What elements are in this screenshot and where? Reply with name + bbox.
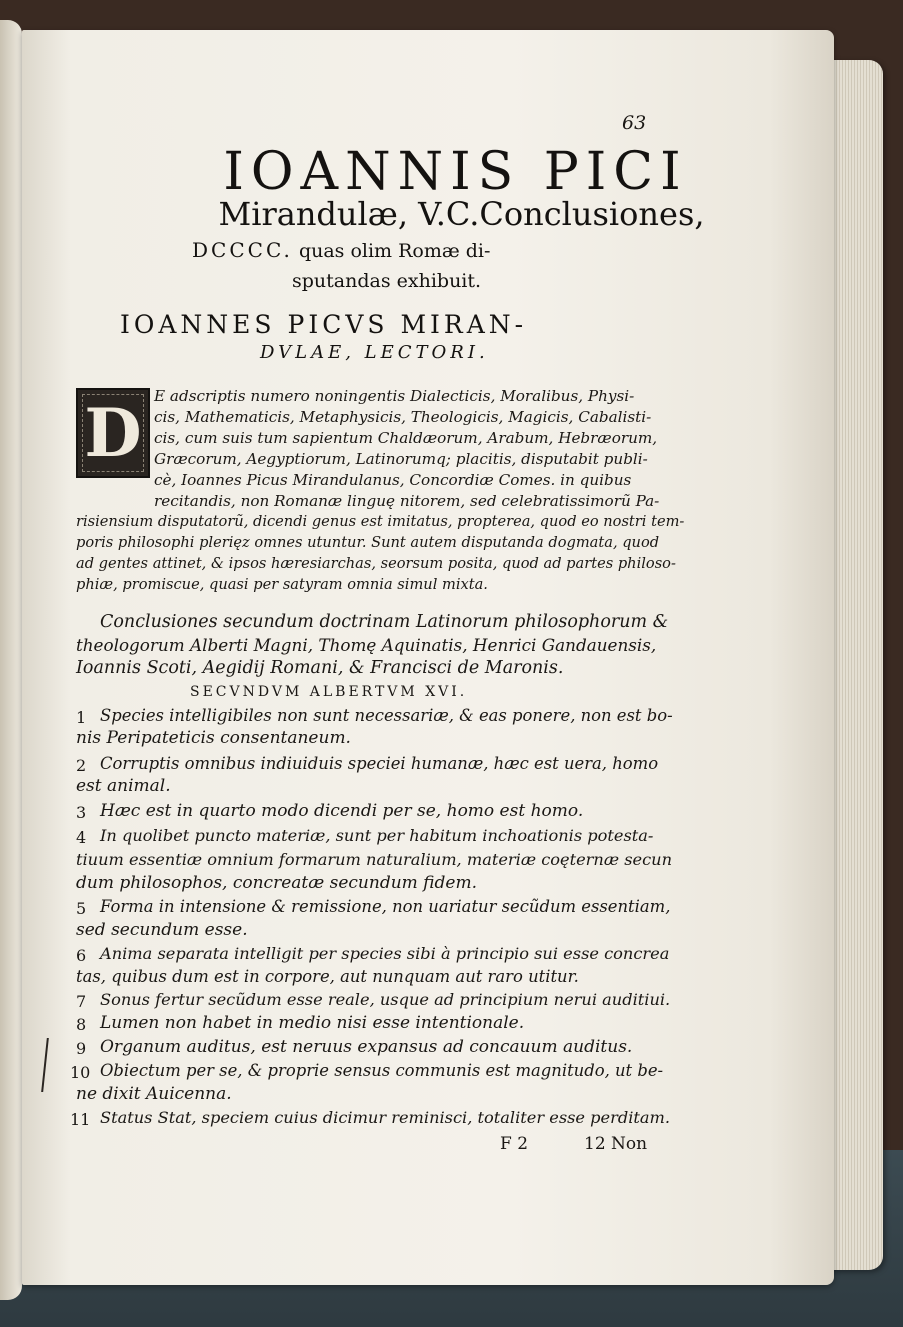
intro-line: phiæ, promiscue, quasi per satyram omnia simul mixta.	[76, 576, 488, 593]
item-number: 4	[76, 828, 87, 847]
item-number: 8	[76, 1015, 87, 1034]
page-number: 63	[622, 112, 647, 134]
initial-letter: D	[84, 394, 142, 472]
item-line: tas, quibus dum est in corpore, aut nunquam aut raro utitur.	[76, 967, 579, 986]
item-line: Sonus fertur secũdum esse reale, usque ad principium nerui auditiui.	[100, 990, 671, 1009]
title-line-1: IOANNIS PICI	[223, 142, 688, 202]
intro-line: cis, cum suis tum sapientum Chaldæorum, Arabum, Hebræorum,	[154, 429, 658, 447]
conclusions-intro-line: Conclusiones secundum doctrinam Latinorum philosophorum &	[100, 612, 669, 632]
item-number: 3	[76, 803, 87, 822]
address-line-1: IOANNES PICVS MIRAN-	[120, 310, 528, 339]
intro-line: recitandis, non Romanæ linguę nitorem, sed celebratissimorũ Pa-	[154, 492, 660, 510]
catchword: 12 Non	[584, 1134, 648, 1154]
item-line: Anima separata intelligit per species sibi à principio sui esse concrea	[100, 944, 670, 963]
item-line: nis Peripateticis consentaneum.	[76, 728, 351, 748]
intro-line: Græcorum, Aegyptiorum, Latinorumq; placitis, disputabit publi-	[154, 450, 648, 468]
item-line: Forma in intensione & remissione, non uariatur secũdum essentiam,	[100, 897, 671, 916]
initial-border-ornament	[82, 394, 144, 472]
item-line: sed secundum esse.	[76, 920, 248, 940]
intro-line: ad gentes attinet, & ipsos hæresiarchas, seorsum posita, quod ad partes philoso-	[76, 555, 676, 572]
intro-line: cis, Mathematicis, Metaphysicis, Theologicis, Magicis, Cabalisti-	[154, 408, 652, 426]
item-line: In quolibet puncto materiæ, sunt per habitum inchoationis potesta-	[100, 826, 654, 845]
intro-line: risiensium disputatorũ, dicendi genus est imitatus, propterea, quod eo nostri tem-	[76, 513, 685, 530]
item-line: Obiectum per se, & proprie sensus communis est magnitudo, ut be-	[100, 1061, 664, 1080]
item-number: 9	[76, 1039, 87, 1058]
intro-line: cè, Ioannes Picus Mirandulanus, Concordiæ Comes. in quibus	[154, 471, 632, 489]
item-number: 7	[76, 992, 87, 1011]
signature-mark: F 2	[500, 1134, 529, 1154]
intro-line: poris philosophi plerięz omnes utuntur. Sunt autem disputanda dogmata, quod	[76, 534, 660, 551]
item-number: 1	[76, 708, 87, 727]
item-line: est animal.	[76, 776, 171, 796]
item-number: 6	[76, 946, 87, 965]
item-number: 5	[76, 899, 87, 918]
item-line: Lumen non habet in medio nisi esse intentionale.	[100, 1013, 525, 1033]
title-line-2: Mirandulæ, V.C.Conclusiones,	[218, 195, 705, 233]
item-line: tiuum essentiæ omnium formarum naturalium, materiæ coęternæ secun	[76, 850, 673, 869]
title-number: DCCCC.	[192, 238, 293, 262]
item-number: 2	[76, 756, 87, 775]
item-line: dum philosophos, concreatæ secundum fidem.	[76, 873, 477, 893]
item-line: Organum auditus, est neruus expansus ad concauum auditus.	[100, 1037, 633, 1057]
address-line-2: DVLAE, LECTORI.	[260, 342, 489, 363]
item-line: Hæc est in quarto modo dicendi per se, homo est homo.	[100, 801, 584, 821]
item-line: Status Stat, speciem cuius dicimur reminisci, totaliter esse perditam.	[100, 1108, 671, 1127]
page-edges	[828, 60, 883, 1270]
item-number: 10	[70, 1063, 91, 1082]
item-line: Corruptis omnibus indiuiduis speciei humanæ, hæc est uera, homo	[100, 754, 659, 773]
title-line-3	[192, 238, 490, 262]
title-line-3-text: quas olim Romæ di-	[298, 240, 491, 262]
decorated-initial	[76, 388, 150, 478]
intro-line: E adscriptis numero noningentis Dialecticis, Moralibus, Physi-	[154, 387, 635, 405]
conclusions-intro-line: Ioannis Scoti, Aegidij Romani, & Francisci de Maronis.	[76, 658, 564, 678]
section-heading: SECVNDVM ALBERTVM XVI.	[190, 684, 468, 700]
item-line: Species intelligibiles non sunt necessariæ, & eas ponere, non est bo-	[100, 706, 673, 725]
title-line-4: sputandas exhibuit.	[292, 270, 482, 292]
item-number: 11	[70, 1110, 91, 1129]
conclusions-intro-line: theologorum Alberti Magni, Thomę Aquinatis, Henrici Gandauensis,	[76, 635, 657, 655]
item-line: ne dixit Auicenna.	[76, 1084, 232, 1104]
